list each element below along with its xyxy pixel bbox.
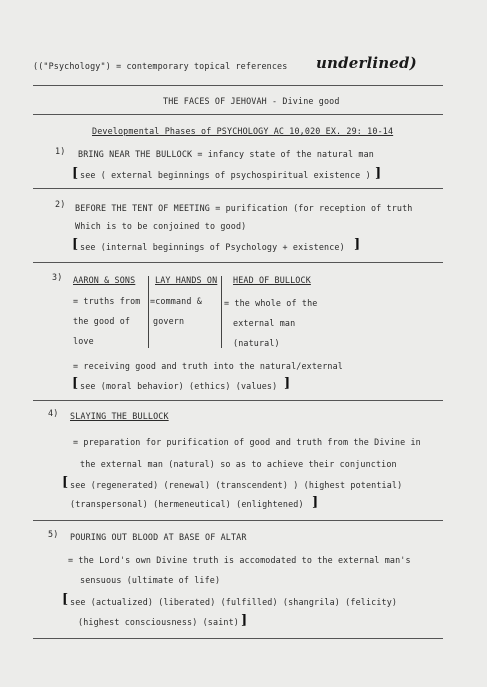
column-divider <box>148 276 149 348</box>
see-references: see (actualized) (liberated) (fulfilled) (shangrila) (felicity) <box>70 597 398 607</box>
section-number: 1) <box>55 146 66 156</box>
bracket-close: ] <box>312 495 319 510</box>
see-references: (highest consciousness) (saint) <box>78 617 239 627</box>
section-text: Which is to be conjoined to good) <box>75 221 247 231</box>
column-text: external man <box>233 318 296 328</box>
column-heading: HEAD OF BULLOCK <box>233 275 311 285</box>
bracket-close: ] <box>375 166 382 181</box>
section-text: = the Lord's own Divine truth is accomodated to the external man's <box>68 555 411 565</box>
divider <box>33 188 443 189</box>
bracket-open: [ <box>72 376 79 391</box>
column-text: the good of <box>73 316 131 326</box>
column-text: = truths from <box>73 296 141 306</box>
see-references: see (internal beginnings of Psychology + existence) <box>80 242 345 252</box>
see-references: see (regenerated) (renewal) (transcendent) ) (highest potential) <box>70 480 403 490</box>
see-references: (transpersonal) (hermeneutical) (enlightened) <box>70 499 304 509</box>
section-number: 2) <box>55 199 66 209</box>
section-text: = preparation for purification of good and truth from the Divine in <box>73 437 421 447</box>
handwritten-underlined: underlined) <box>316 54 417 72</box>
bracket-open: [ <box>62 475 69 490</box>
bracket-open: [ <box>72 237 79 252</box>
divider <box>33 114 443 115</box>
divider <box>33 400 443 401</box>
bracket-close: ] <box>241 613 248 628</box>
column-heading: LAY HANDS ON <box>155 275 218 285</box>
column-text: = the whole of the <box>224 298 318 308</box>
divider <box>33 638 443 639</box>
section-heading: POURING OUT BLOOD AT BASE OF ALTAR <box>70 532 247 542</box>
section-heading: SLAYING THE BULLOCK <box>70 411 169 421</box>
divider <box>33 262 443 263</box>
divider <box>33 520 443 521</box>
see-references: see (moral behavior) (ethics) (values) <box>80 381 278 391</box>
bracket-close: ] <box>354 237 361 252</box>
column-text: (natural) <box>233 338 280 348</box>
bracket-close: ] <box>284 376 291 391</box>
column-text: govern <box>153 316 185 326</box>
section-number: 3) <box>52 272 63 282</box>
see-references: see ( external beginnings of psychospiritual existence ) <box>80 170 371 180</box>
bracket-open: [ <box>62 592 69 607</box>
column-text: love <box>73 336 94 346</box>
topical-note: (("Psychology") = contemporary topical references <box>33 61 288 71</box>
column-text: =command & <box>150 296 202 306</box>
section-text: = receiving good and truth into the natural/external <box>73 361 343 371</box>
section-heading: BEFORE THE TENT OF MEETING = purification (for reception of truth <box>75 203 413 213</box>
divider <box>33 85 443 86</box>
section-text: the external man (natural) so as to achieve their conjunction <box>80 459 397 469</box>
page-title: THE FACES OF JEHOVAH - Divine good <box>163 96 340 106</box>
column-divider <box>221 276 222 348</box>
section-number: 5) <box>48 529 59 539</box>
page-subtitle: Developmental Phases of PSYCHOLOGY AC 10,020 EX. 29: 10-14 <box>92 126 394 136</box>
section-number: 4) <box>48 408 59 418</box>
section-heading: BRING NEAR THE BULLOCK = infancy state of the natural man <box>78 149 374 159</box>
bracket-open: [ <box>72 166 79 181</box>
section-text: sensuous (ultimate of life) <box>80 575 221 585</box>
column-heading: AARON & SONS <box>73 275 136 285</box>
